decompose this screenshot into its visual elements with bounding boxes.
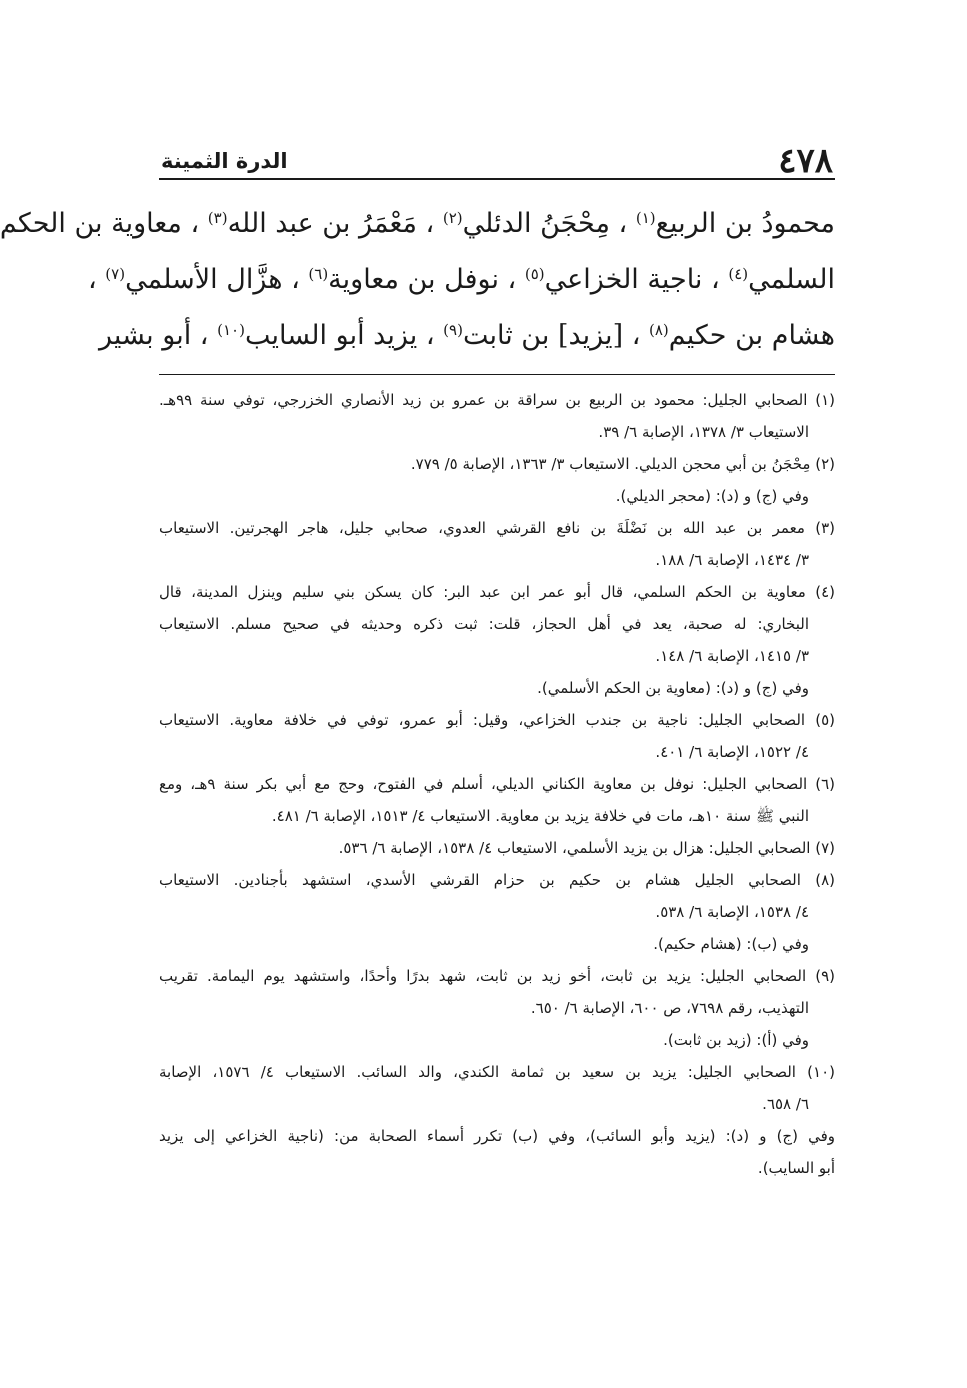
footnote-line: وفي (ج) و (د): (محجر الديلي). [615,487,809,505]
page-number: ٤٧٨ [778,141,833,181]
footnote-line: التهذيب، رقم ٧٦٩٨، ص ٦٠٠، الإصابة ٦/ ٦٥٠. [530,999,809,1017]
footnote-line: ٤/ ١٥٢٢، الإصابة ٦/ ٤٠١. [655,743,809,761]
footnote-ref[interactable]: (٨) [649,321,669,339]
footnote-ref[interactable]: (٥) [524,265,545,283]
main-text-line: السلمي$^{(٤)}$ ، ناجية الخزاعي$^{(٥)}$ ، نوفل بن معاوية$^{(٦)}$ ، هزَّال الأسلمي$^{(٧)}$ ، [87,264,835,295]
main-text-line: محمودُ بن الربيع$^{(١)}$ ، مِحْجَنُ الدئلي$^{(٢)}$ ، مَعْمَرُ بن عبد الله$^{(٣)}$ ، معاوية بن الحكم [0,208,835,239]
footnote-line: أبو السايب). [757,1159,835,1177]
footnote-line: (٤) معاوية بن الحكم السلمي، قال أبو عمر ابن عبد البر: كان يسكن بني سليم وينزل المدينة، قال [159,583,835,601]
footnote-line: (٨) الصحابي الجليل هشام بن حكيم بن حزام القرشي الأسدي، استشهد بأجنادين. الاستيعاب [159,871,835,889]
footnote-line: (٩) الصحابي الجليل: يزيد بن ثابت، أخو زيد بن ثابت، شهد بدرًا وأحدًا، واستشهد يوم اليمامة. تقريب [159,967,835,985]
footnote-line: وفي (ب): (هشام حكيم). [653,935,809,953]
footnote-separator [159,374,835,375]
footnote-ref[interactable]: (٤) [728,265,749,283]
page-header [161,128,833,181]
footnote-ref[interactable]: (٧) [105,265,126,283]
main-text-line: هشام بن حكيم$^{(٨)}$ ، [يزيد] بن ثابت$^{(٩)}$ ، يزيد أبو السايب$^{(١٠)}$ ، أبو بشير [99,320,835,351]
main-text [0,196,835,364]
footnote-ref[interactable]: (١) [635,209,656,227]
footnote-line: ٣/ ١٤١٥، الإصابة ٦/ ١٤٨. [655,647,809,665]
footnote-line: النبي ﷺ سنة ١٠هـ، مات في خلافة يزيد بن معاوية. الاستيعاب ٤/ ١٥١٣، الإصابة ٦/ ٤٨١. [271,807,809,825]
running-title: الدرة الثمينة [161,149,288,173]
footnote-line: ٦/ ٦٥٨. [762,1095,809,1113]
footnote-line: (١) الصحابي الجليل: محمود بن الربيع بن سراقة بن عمرو بن زيد الأنصاري الخزرجي، توفي سنة ٩٩هـ. [159,391,835,409]
footnote-ref[interactable]: (٦) [308,265,329,283]
footnote-ref[interactable]: (٣) [207,209,228,227]
footnote-line: وفي (أ): (زيد بن ثابت). [663,1031,809,1049]
footnote-line: وفي (ج) و (د): (معاوية بن الحكم الأسلمي). [537,679,809,697]
footnote-ref[interactable]: (١٠) [217,321,245,339]
footnote-line: (١٠) الصحابي الجليل: يزيد بن سعيد بن ثمامة الكندي، والد السائب. الاستيعاب ٤/ ١٥٧٦، الإصابة [159,1063,835,1081]
footnote-ref[interactable]: (٩) [443,321,463,339]
footnote-line: الاستيعاب ٣/ ١٣٧٨، الإصابة ٦/ ٣٩. [598,423,809,441]
footnote-line: (٥) الصحابي الجليل: ناجية بن جندب الخزاعي، وقيل: أبو عمرو، توفي في خلافة معاوية. الاستيعاب [159,711,835,729]
footnote-line: (٧) الصحابي الجليل: هزال بن يزيد الأسلمي، الاستيعاب ٤/ ١٥٣٨، الإصابة ٦/ ٥٣٦. [338,839,835,857]
footnote-line: ٣/ ١٤٣٤، الإصابة ٦/ ١٨٨. [655,551,809,569]
footnote-line: (٢) مِحْجَنُ بن أبي محجن الديلي. الاستيعاب ٣/ ١٣٦٣، الإصابة ٥/ ٧٧٩. [410,455,835,473]
footnote-line: (٣) معمر بن عبد الله بن نَضْلَةَ بن نافع القرشي العدوي، صحابي جليل، هاجر الهجرتين. الاستيعاب [159,519,835,537]
header-rule [159,178,835,180]
footnotes [159,384,835,1184]
footnote-line: ٤/ ١٥٣٨، الإصابة ٦/ ٥٣٨. [655,903,809,921]
footnote-line: البخاري: له صحبة، يعد في أهل الحجاز، قلت: ثبت ذكره وحديثه في صحيح مسلم. الاستيعاب [159,615,809,633]
footnote-line: وفي (ج) و (د): (يزيد وأبو السائب)، وفي (ب) تكرر أسماء الصحابة من: (ناجية الخزاعي إلى يزيد [159,1127,835,1145]
footnote-line: (٦) الصحابي الجليل: نوفل بن معاوية الكناني الديلي، أسلم في الفتوح، وحج مع أبي بكر سنة ٩هـ، ومع [159,775,835,793]
footnote-ref[interactable]: (٢) [442,209,463,227]
